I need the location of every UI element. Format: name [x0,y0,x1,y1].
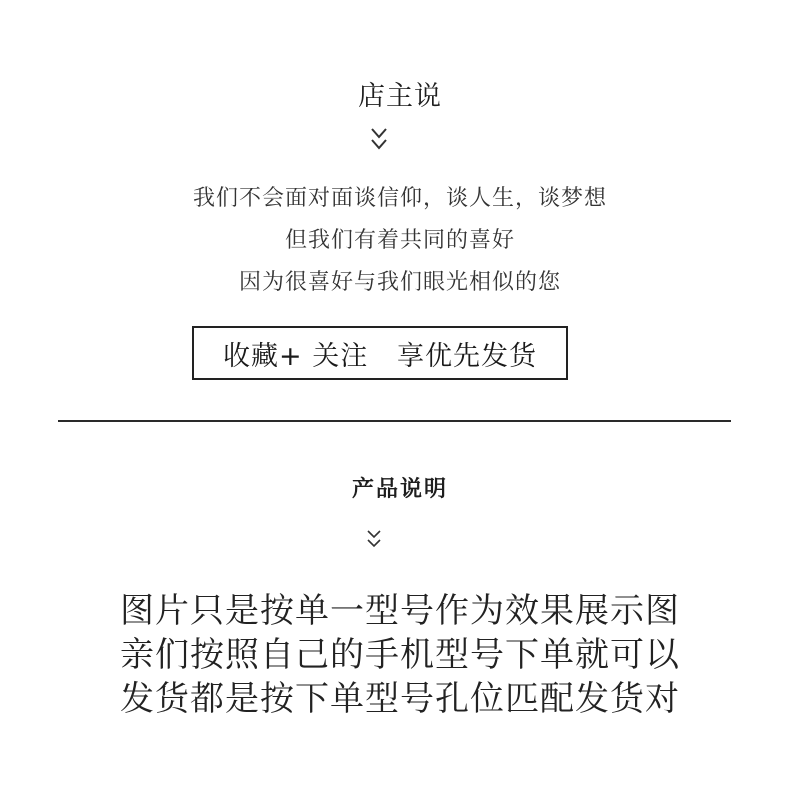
shopkeeper-line-3: 因为很喜好与我们眼光相似的您 [238,270,561,295]
product-line-1: 图片只是按单一型号作为效果展示图 [120,591,680,631]
favorite-follow-label: 收藏+ 关注 享优先发货 [223,340,537,372]
double-chevron-down-icon [370,126,388,150]
double-chevron-down-icon [366,528,384,552]
shopkeeper-line-2: 但我们有着共同的喜好 [284,228,515,253]
product-line-2: 亲们按照自己的手机型号下单就可以 [120,635,680,675]
shopkeeper-line-1: 我们不会面对面谈信仰，谈人生，谈梦想 [192,186,607,211]
section-divider [58,420,731,422]
product-title: 产品说明 [351,477,448,502]
shopkeeper-title: 店主说 [358,81,442,112]
product-line-3: 发货都是按下单型号孔位匹配发货对 [120,679,680,719]
favorite-follow-button[interactable] [192,326,568,380]
